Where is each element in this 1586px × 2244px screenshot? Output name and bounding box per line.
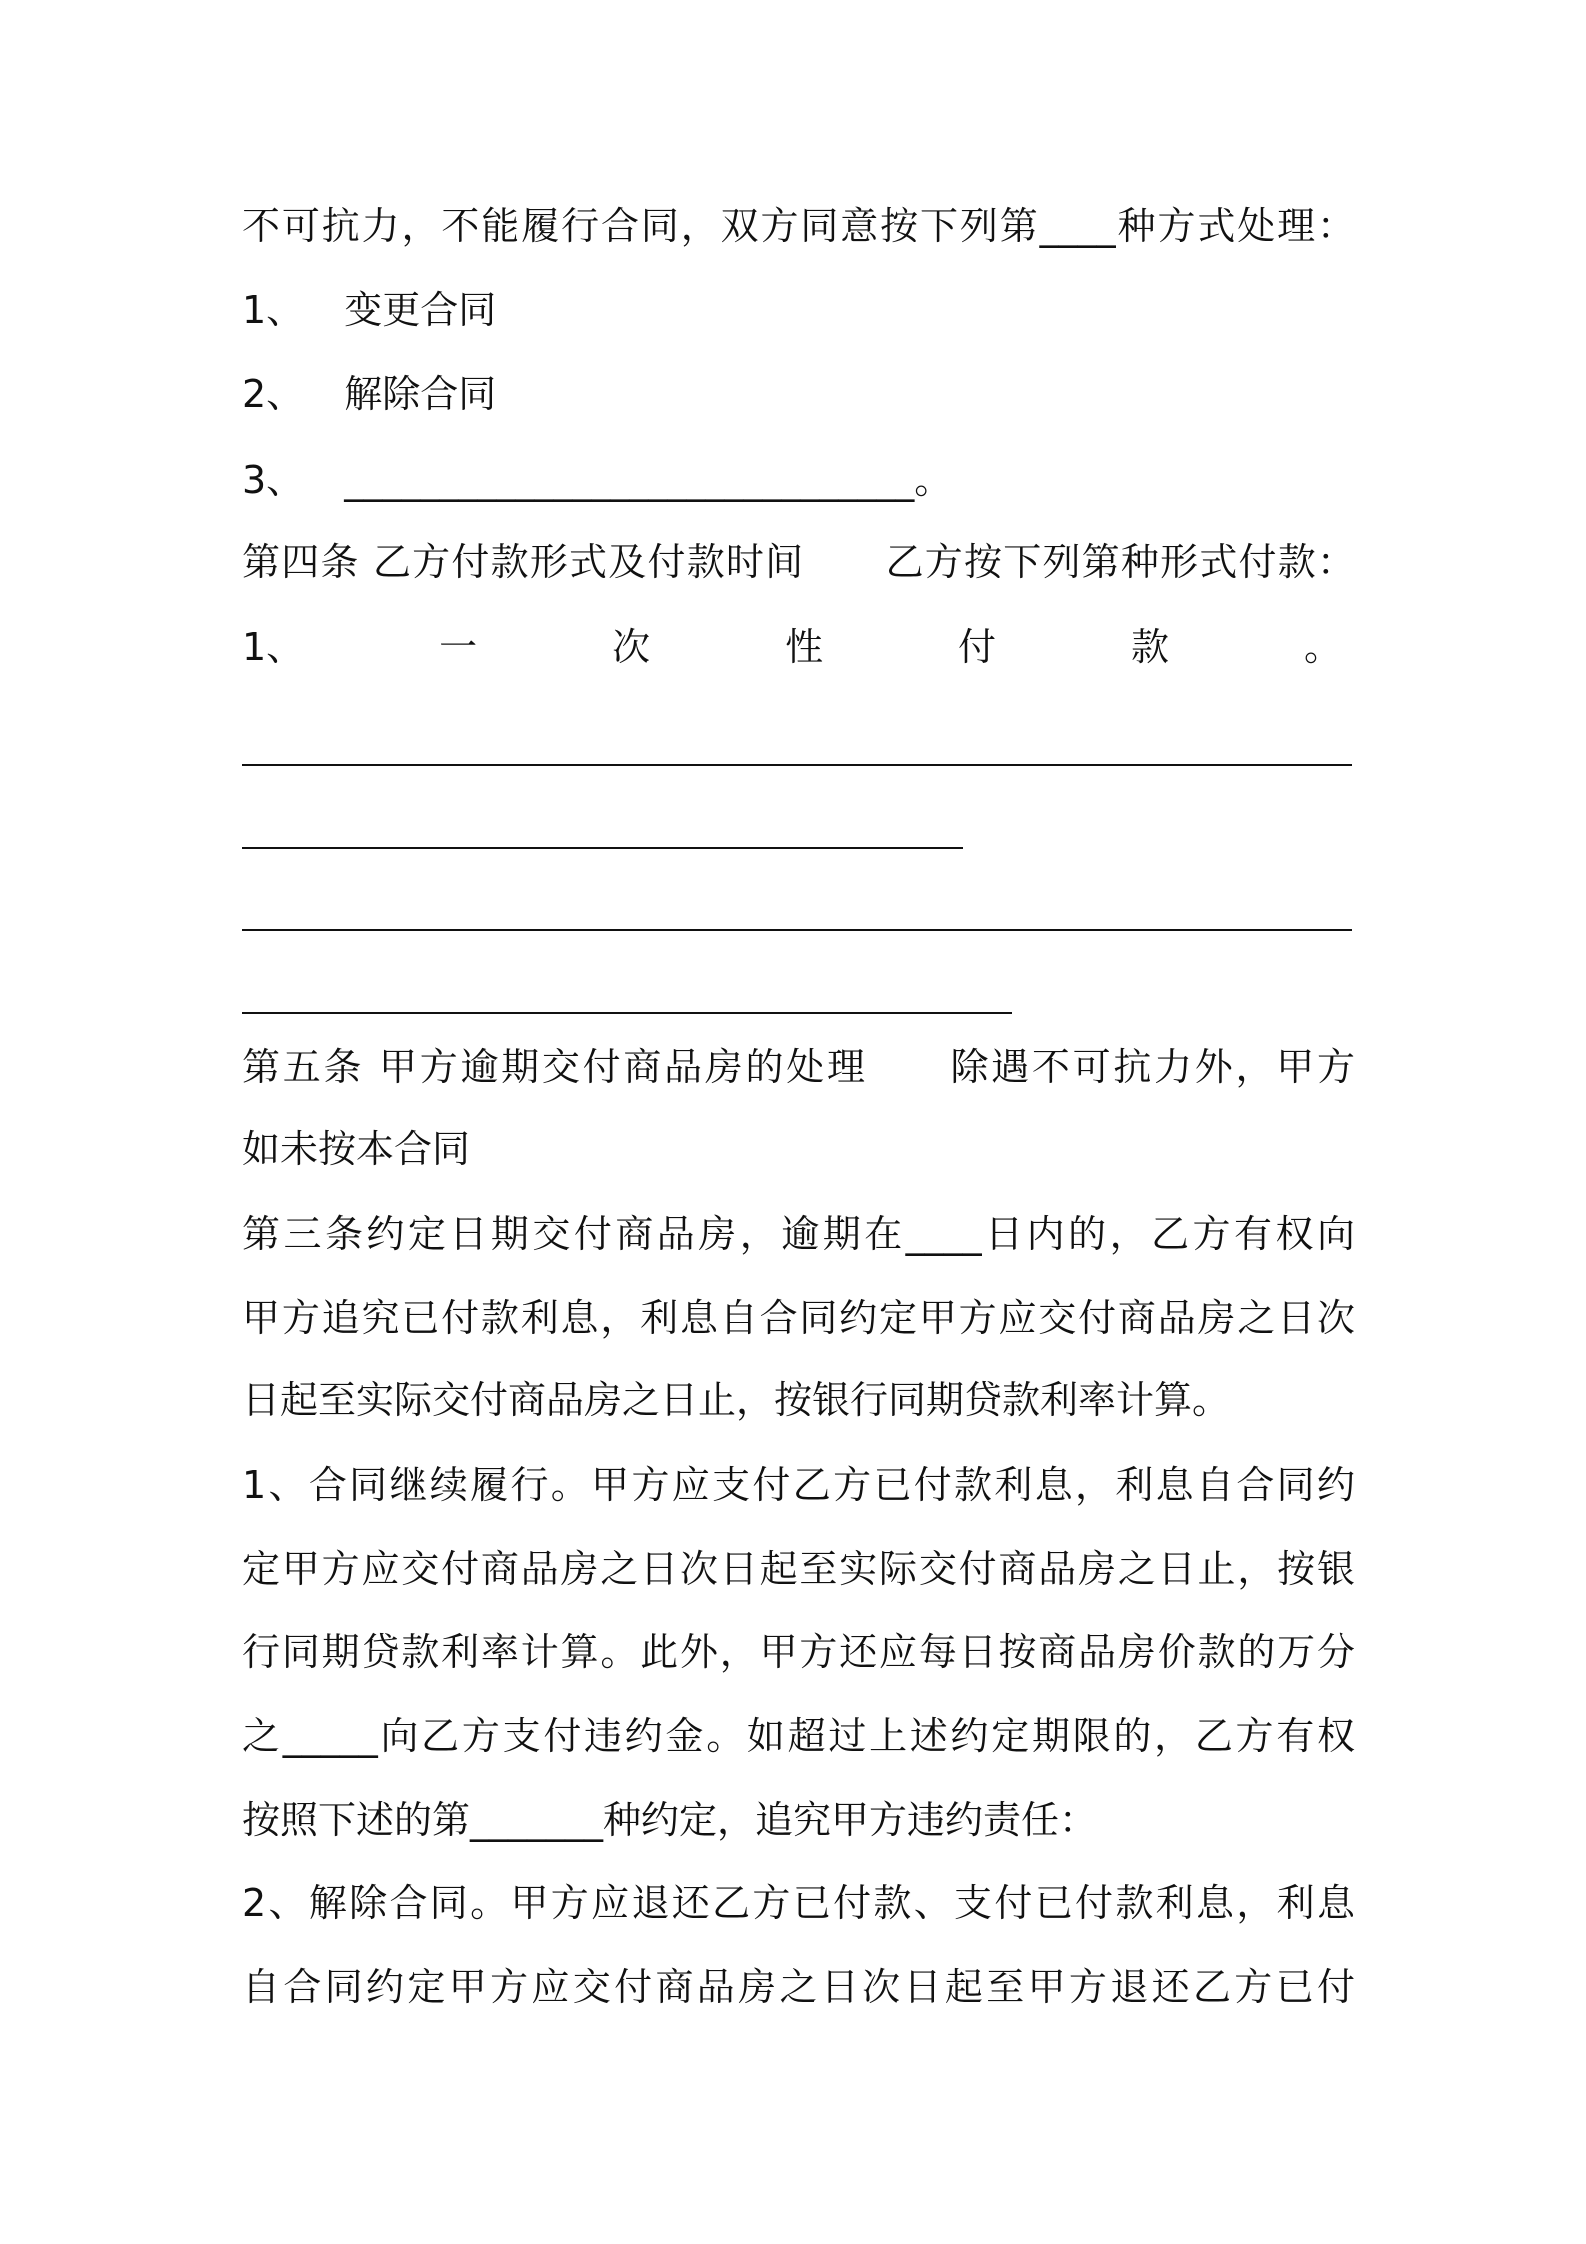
body-line: 按照下述的第_______种约定，追究甲方违约责任： [242,1798,1098,1842]
pay-char: 。 [1303,625,1342,669]
body-line: 行同期贷款利率计算。此外，甲方还应每日按商品房价款的万分 [242,1630,1355,1674]
pay-char: 次 [612,625,651,669]
body-line: 甲方追究已付款利息，利息自合同约定甲方应交付商品房之日次 [242,1296,1355,1340]
body-line: 自合同约定甲方应交付商品房之日次日起至甲方退还乙方已付 [242,1965,1355,2009]
body-line: 1、合同继续履行。甲方应支付乙方已付款利息，利息自合同约 [242,1463,1355,1507]
option-number: 2、 [242,372,305,416]
clause-line-force-majeure: 不可抗力，不能履行合同，双方同意按下列第____种方式处理： [242,204,1355,248]
pay-char: 性 [785,625,824,669]
blank-line [242,847,963,849]
article-4-heading [242,536,1355,588]
body-line: 如未按本合同 [242,1127,471,1171]
body-line: 之_____向乙方支付违约金。如超过上述约定期限的，乙方有权 [242,1714,1355,1758]
option-text: 变更合同 [344,288,497,332]
pay-char: 付 [958,625,997,669]
article-title: 第四条 乙方付款形式及付款时间 [242,540,805,584]
option-1 [242,284,496,336]
pay-char: 款 [1131,625,1170,669]
body-line: 2、解除合同。甲方应退还乙方已付款、支付已付款利息，利息 [242,1881,1355,1925]
pay-char: 一 [439,625,478,669]
option-text: 解除合同 [344,372,497,416]
blank-line [242,1012,1012,1014]
option-2 [242,368,496,420]
option-number: 1、 [242,288,305,332]
option-number: 3、 [242,458,305,502]
blank-line [242,764,1352,766]
option-3 [242,454,952,506]
option-blank: ______________________________。 [344,458,953,502]
article-text: 除遇不可抗力外，甲方 [947,1045,1355,1089]
article-text: 乙方按下列第种形式付款： [884,540,1355,584]
body-line: 日起至实际交付商品房之日止，按银行同期贷款利率计算。 [242,1378,1231,1422]
article-title: 第五条 甲方逾期交付商品房的处理 [242,1045,868,1089]
article-5-heading [242,1041,1355,1093]
payment-option-1 [242,621,1342,673]
body-line: 第三条约定日期交付商品房，逾期在____日内的，乙方有权向 [242,1212,1355,1256]
blank-line [242,929,1352,931]
body-line: 定甲方应交付商品房之日次日起至实际交付商品房之日止，按银 [242,1547,1355,1591]
pay-char: 1、 [242,625,305,669]
